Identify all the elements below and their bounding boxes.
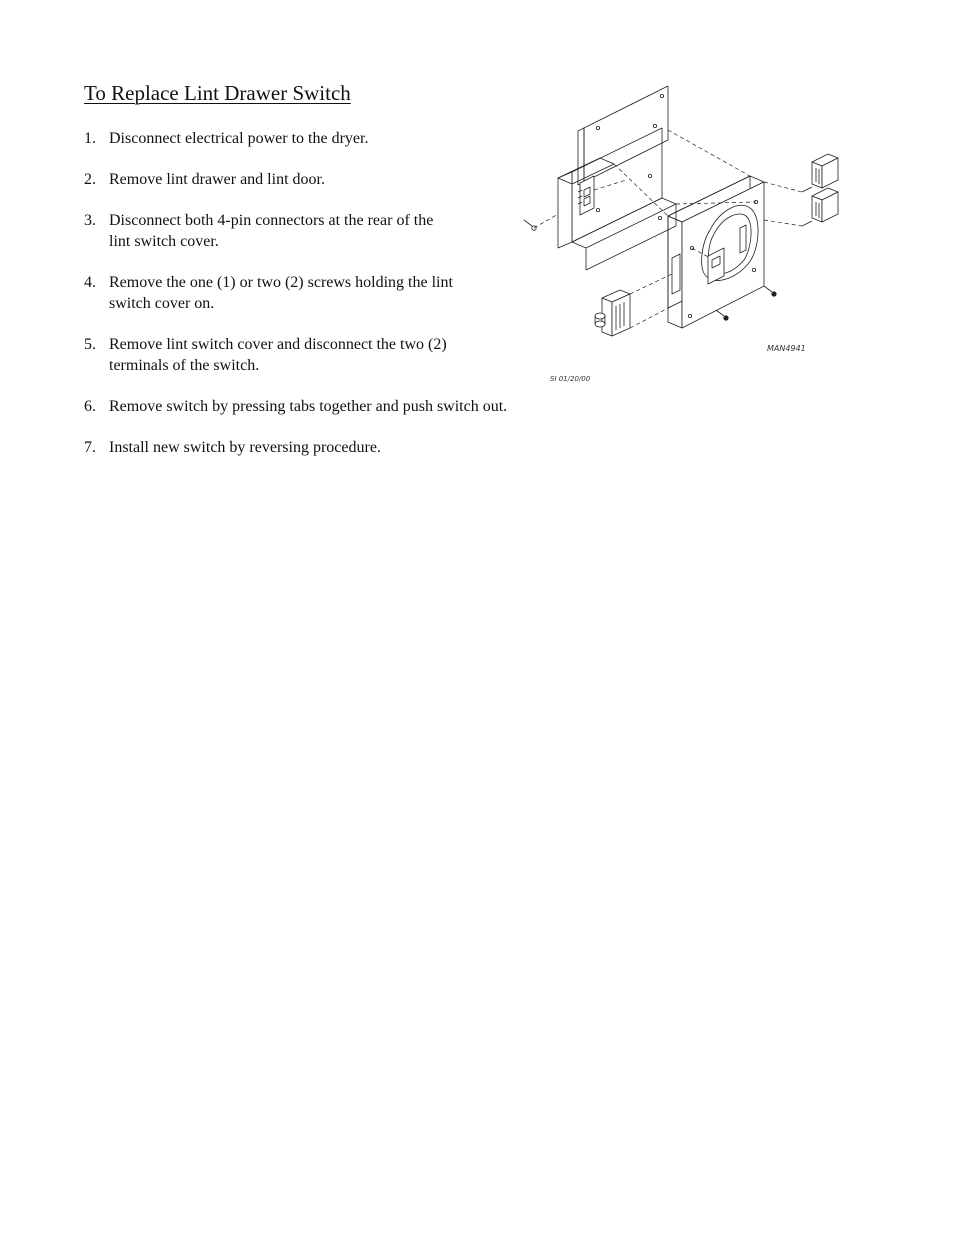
section-heading: To Replace Lint Drawer Switch (84, 81, 351, 105)
step-4 (84, 272, 456, 314)
step-text: Remove the one (1) or two (2) screws holding the lint switch cover on. (109, 274, 453, 312)
step-text: Remove lint switch cover and disconnect the two (2) terminals of the switch. (109, 336, 447, 374)
step-number: 5. (84, 336, 96, 353)
step-6 (84, 396, 554, 417)
step-5 (84, 334, 456, 376)
step-text: Remove lint drawer and lint door. (109, 171, 325, 188)
step-text: Install new switch by reversing procedure. (109, 439, 381, 456)
step-text: Disconnect electrical power to the dryer. (109, 130, 369, 147)
step-3 (84, 210, 456, 252)
drawing-date-stamp: SI 01/20/00 (550, 375, 591, 383)
step-number: 2. (84, 171, 96, 188)
step-number: 4. (84, 274, 96, 291)
lint-switch (595, 290, 630, 336)
lint-switch-diagram (510, 80, 850, 390)
step-number: 7. (84, 439, 96, 456)
step-1 (84, 128, 456, 149)
step-number: 1. (84, 130, 96, 147)
step-number: 6. (84, 398, 96, 415)
step-7 (84, 437, 554, 458)
step-text: Remove switch by pressing tabs together and push switch out. (109, 398, 508, 415)
rear-connectors (802, 154, 838, 226)
mounting-bracket (558, 86, 676, 270)
step-2 (84, 169, 456, 190)
lint-switch-cover (668, 176, 764, 328)
step-text: Disconnect both 4-pin connectors at the rear of the lint switch cover. (109, 212, 434, 250)
drawing-number: MAN4941 (767, 344, 806, 353)
step-number: 3. (84, 212, 96, 229)
